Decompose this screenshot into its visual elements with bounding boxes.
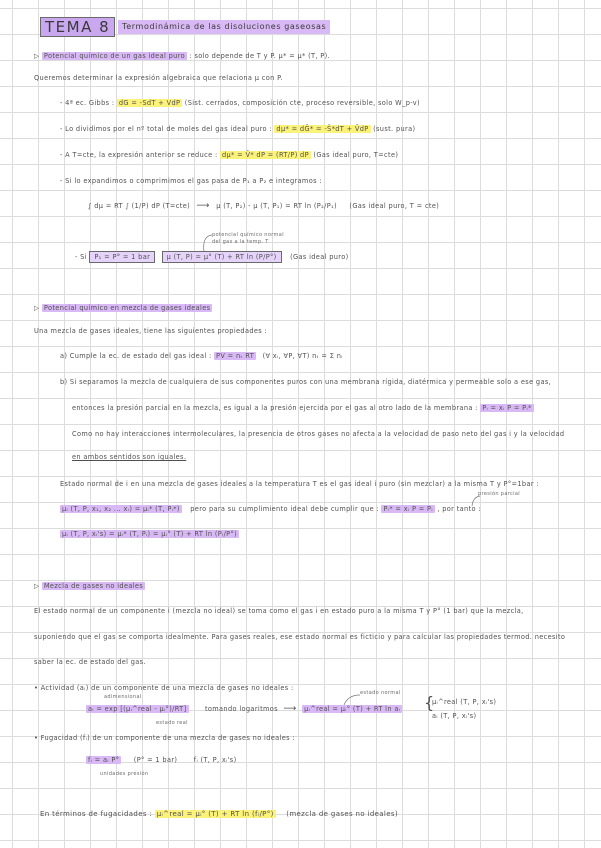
s3-paragraph-line2: suponiendo que el gas se comporta idealmente. Para gases reales, ese estado normal es ficticio y para calcular las propiedades termod. necesito	[34, 633, 566, 641]
section2-heading: Potencial químico en mezcla de gases ideales	[43, 304, 211, 312]
isothermal-equation: dμ* = V̄* dP = (RT/P) dP	[221, 151, 309, 159]
arrow-right-icon: ⟶	[196, 201, 210, 211]
activity-log-note: tomando logaritmos	[204, 705, 278, 713]
section3-heading: Mezcla de gases no ideales	[43, 582, 144, 590]
s1-line6-note: (Gas ideal puro)	[290, 253, 349, 261]
partial-pressure-condition: Pᵢ* = xᵢ P = Pᵢ	[383, 505, 433, 513]
s2-potential-line	[60, 505, 481, 514]
annotation-gas-temperature: del gas a la temp. T	[212, 239, 269, 245]
section2-heading-line	[34, 304, 212, 313]
title-main: TEMA 8	[40, 17, 115, 37]
section1-heading: Potencial químico de un gas ideal puro	[43, 52, 185, 60]
integral-expression: ∫ dμ = RT ∫ (1/P) dP (T=cte)	[88, 202, 191, 210]
s2-item-a-text: a) Cumple la ec. de estado del gas ideal :	[60, 352, 212, 360]
section3-heading-line	[34, 582, 145, 591]
annotation-adimensional: adimensional	[104, 694, 142, 700]
activity-equation: aᵢ = exp [(μᵢ^real - μᵢ°)/RT]	[88, 705, 187, 713]
annotation-real-state: estado real	[156, 720, 188, 726]
brace-line1	[424, 693, 497, 712]
title-subtitle: Termodinámica de las disoluciones gaseosas	[118, 20, 330, 34]
fugacity-summary-text: En términos de fugacidades :	[40, 810, 153, 818]
section1-bullet: ▷	[34, 52, 40, 60]
real-potential-equation: μᵢ^real = μᵢ° (T) + RT ln aᵢ	[304, 705, 401, 713]
s2-item-b-text: entonces la presión parcial en la mezcla, es igual a la presión ejercida por el gas al otro lado de la membrana :	[72, 404, 478, 412]
ideal-mixture-potential: μᵢ (T, P, xᵢ's) = μᵢ* (T, Pᵢ) = μᵢ° (T) + RT ln (Pᵢ/P°)	[62, 530, 238, 538]
s1-line2	[60, 125, 415, 134]
fugacity-line	[86, 756, 237, 765]
fugacity-equation: fᵢ = aᵢ P°	[88, 756, 120, 764]
s1-line1	[60, 99, 420, 108]
section1-intro: Queremos determinar la expresión algebraica que relaciona μ con P.	[34, 74, 283, 82]
s2-item-b-line4: en ambos sentidos son iguales.	[72, 453, 187, 461]
brace-icon: {	[424, 693, 435, 712]
fugacity-summary-line	[40, 810, 398, 819]
s2-final-line	[60, 530, 239, 539]
fugacity-dependence: fᵢ (T, P, xᵢ's)	[193, 756, 237, 764]
s1-line2-text: - Lo dividimos por el nº total de moles del gas ideal puro :	[60, 125, 272, 133]
s1-line5	[88, 202, 439, 211]
annotation-partial-pressure: presión parcial	[478, 491, 521, 497]
s1-line3-text: - A T=cte, la expresión anterior se reduce :	[60, 151, 218, 159]
annotation-pressure-units: unidades presión	[100, 771, 149, 777]
mixture-potential-equation: μᵢ (T, P, x₁, x₂ ... xᵢ) = μᵢ* (T, Pᵢ*)	[62, 505, 180, 513]
annotation-arrow	[340, 693, 362, 707]
s2-potential-tail: , por tanto :	[437, 505, 481, 513]
ideal-gas-potential-box: μ (T, P) = μ° (T) + RT ln (P/P°)	[162, 251, 282, 263]
integral-result: μ (T, P₂) - μ (T, P₁) = RT ln (P₂/P₁)	[216, 202, 337, 210]
page-title	[40, 18, 330, 36]
fugacity-potential-equation: μᵢ^real = μᵢ° (T) + RT ln (fᵢ/P°)	[156, 810, 274, 818]
s2-item-a	[60, 352, 343, 361]
s2-potential-text: pero para su cumplimiento ideal debe cumplir que :	[190, 505, 380, 513]
section1-heading-line	[34, 52, 330, 61]
s1-line3	[60, 151, 398, 160]
s3-paragraph-line3: saber la ec. de estado del gas.	[34, 658, 146, 666]
s1-line1-note: (Sist. cerrados, composición cte, proceso reversible, solo W_p-v)	[184, 99, 420, 107]
brace-line1-text: μᵢ^real (T, P, xᵢ's)	[432, 698, 497, 706]
section2-bullet: ▷	[34, 304, 40, 312]
activity-definition: • Actividad (aᵢ) de un componente de una mezcla de gases no ideales :	[34, 684, 294, 692]
s2-item-b-line1: b) Si separamos la mezcla de cualquiera de sus componentes puros con una membrana rígida, diatérmica y permeable solo a ese gas,	[60, 378, 552, 386]
s3-paragraph-line1: El estado normal de un componente i (mezcla no ideal) se toma como el gas i en estado puro a la misma T y P° (1 bar) que la mezcla,	[34, 607, 524, 615]
annotation-standard-potential: potencial químico normal	[212, 232, 284, 238]
arrow-right-icon: ⟶	[283, 704, 297, 714]
s1-line1-text: - 4ª ec. Gibbs :	[60, 99, 115, 107]
fugacity-definition: • Fugacidad (fᵢ) de un componente de una mezcla de gases no ideales :	[34, 734, 295, 742]
s1-line4: - Si lo expandimos o comprimimos el gas pasa de P₁ a P₂ e integramos :	[60, 177, 322, 185]
section1-heading-tail: : solo depende de T y P. μ* = μ* (T, P).	[189, 52, 331, 60]
standard-pressure-box: P₁ = P° = 1 bar	[89, 251, 155, 263]
section3-bullet: ▷	[34, 582, 40, 590]
annotation-standard-state: estado normal	[360, 690, 401, 696]
s2-item-a-note: (∀ xᵢ, ∀P, ∀T) nₜ = Σ nᵢ	[262, 352, 343, 360]
brace-line2: aᵢ (T, P, xᵢ's)	[432, 712, 477, 720]
s2-item-b-line3: Como no hay interacciones intermoleculares, la presencia de otros gases no afecta a la velocidad de paso neto del gas i y la velocidad	[72, 430, 565, 438]
molar-gibbs-equation: dμ* = dḠ* = -S̄*dT + V̄dP	[276, 125, 369, 133]
fugacity-note: (P° = 1 bar)	[133, 756, 178, 764]
s1-line3-note: (Gas ideal puro, T=cte)	[313, 151, 399, 159]
s1-line2-note: (sust. pura)	[373, 125, 416, 133]
partial-pressure-equation: Pᵢ = xᵢ P = Pᵢ*	[482, 404, 532, 412]
s1-line5-note: (Gas ideal puro, T = cte)	[349, 202, 440, 210]
s2-item-b-line2	[72, 404, 534, 413]
ideal-gas-law: PV = nₜ RT	[216, 352, 255, 360]
s1-line6	[75, 253, 349, 262]
s2-standard-state: Estado normal de i en una mezcla de gases ideales a la temperatura T es el gas ideal i puro (sin mezclar) a la misma T y P°=1bar :	[60, 480, 539, 488]
section2-intro: Una mezcla de gases ideales, tiene las siguientes propiedades :	[34, 327, 268, 335]
gibbs-equation: dG = -SdT + VdP	[118, 99, 181, 107]
s1-line6-text: - Si	[75, 253, 87, 261]
fugacity-summary-note: (mezcla de gases no ideales)	[286, 810, 398, 818]
